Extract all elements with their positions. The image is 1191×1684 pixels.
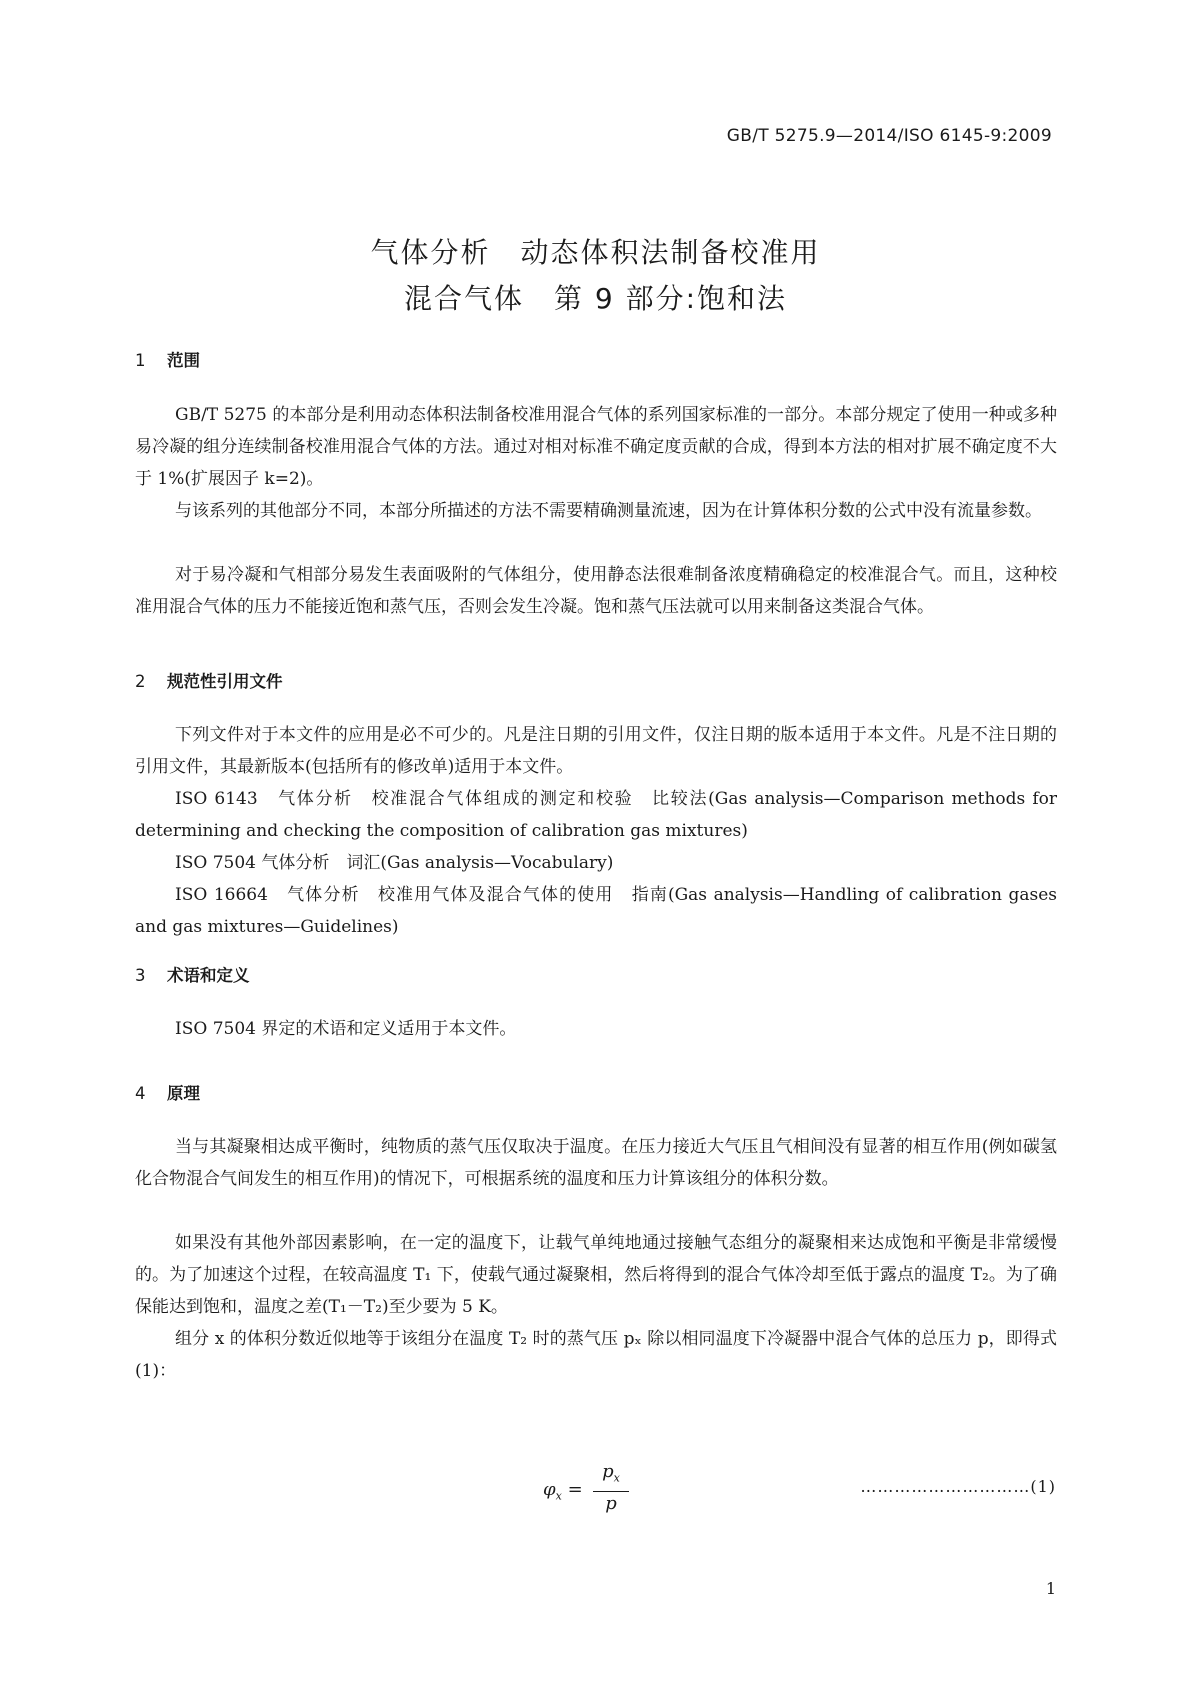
- section-title: 原理: [167, 1084, 200, 1103]
- section-number: 2: [135, 672, 146, 691]
- reference-entry: ISO 16664 气体分析 校准用气体及混合气体的使用 指南(Gas analysis—Handling of calibration gases and gas mixtures—Guidelines): [135, 885, 1057, 937]
- paragraph: 如果没有其他外部因素影响，在一定的温度下，让载气单纯地通过接触气态组分的凝聚相来达成饱和平衡是非常缓慢的。为了加速这个过程，在较高温度 T₁ 下，使载气通过凝聚相，然后将得到的混合气体冷却至低于露点的温度 T₂。为了确保能达到饱和，温度之差(T₁－T₂)至少要为 5 K。: [135, 1233, 1057, 1317]
- standard-code-header: GB/T 5275.9—2014/ISO 6145-9:2009: [726, 126, 1052, 146]
- document-title: [0, 230, 1191, 322]
- formula-lhs-subscript: x: [555, 1489, 562, 1503]
- equation-number: …………………………(1): [860, 1477, 1056, 1496]
- formula-lhs: [543, 1479, 583, 1503]
- section-number: 3: [135, 966, 146, 985]
- section-title: 规范性引用文件: [167, 672, 283, 691]
- formula-numerator: [593, 1461, 629, 1490]
- numerator-subscript: x: [613, 1471, 620, 1485]
- formula-equals: =: [567, 1479, 583, 1500]
- section-title: 术语和定义: [167, 966, 250, 985]
- formula-denominator: p: [605, 1492, 617, 1514]
- section-heading-4: [135, 1080, 200, 1104]
- reference-entry: ISO 6143 气体分析 校准混合气体组成的测定和校验 比较法(Gas analysis—Comparison methods for determining and checking the composition of calibration gas mixtures): [135, 789, 1057, 841]
- reference-entry: ISO 7504 气体分析 词汇(Gas analysis—Vocabulary): [175, 853, 614, 873]
- section-heading-1: [135, 347, 200, 371]
- paragraph: 对于易冷凝和气相部分易发生表面吸附的气体组分，使用静态法很难制备浓度精确稳定的校准混合气。而且，这种校准用混合气体的压力不能接近饱和蒸气压，否则会发生冷凝。饱和蒸气压法就可以用来制备这类混合气体。: [135, 565, 1057, 617]
- formula-lhs-symbol: φ: [543, 1479, 556, 1500]
- paragraph: GB/T 5275 的本部分是利用动态体积法制备校准用混合气体的系列国家标准的一部分。本部分规定了使用一种或多种易冷凝的组分连续制备校准用混合气体的方法。通过对相对标准不确定度贡献的合成，得到本方法的相对扩展不确定度不大于 1%(扩展因子 k=2)。: [135, 405, 1057, 489]
- paragraph: 当与其凝聚相达成平衡时，纯物质的蒸气压仅取决于温度。在压力接近大气压且气相间没有显著的相互作用(例如碳氢化合物混合气间发生的相互作用)的情况下，可根据系统的温度和压力计算该组分的体积分数。: [135, 1137, 1057, 1189]
- section-heading-3: [135, 962, 250, 986]
- paragraph: ISO 7504 界定的术语和定义适用于本文件。: [175, 1019, 517, 1039]
- section-number: 4: [135, 1084, 146, 1103]
- fraction-bar: [593, 1491, 629, 1492]
- paragraph: 下列文件对于本文件的应用是必不可少的。凡是注日期的引用文件，仅注日期的版本适用于本文件。凡是不注日期的引用文件，其最新版本(包括所有的修改单)适用于本文件。: [135, 725, 1057, 777]
- section-heading-2: [135, 668, 283, 692]
- paragraph: 与该系列的其他部分不同，本部分所描述的方法不需要精确测量流速，因为在计算体积分数的公式中没有流量参数。: [175, 501, 1042, 521]
- paragraph: 组分 x 的体积分数近似地等于该组分在温度 T₂ 时的蒸气压 pₓ 除以相同温度下冷凝器中混合气体的总压力 p，即得式(1)：: [135, 1329, 1057, 1381]
- title-line-1: 气体分析 动态体积法制备校准用: [370, 236, 821, 269]
- numerator-symbol: p: [602, 1461, 614, 1482]
- page-number: 1: [1045, 1579, 1056, 1598]
- formula-fraction: [593, 1461, 629, 1515]
- section-title: 范围: [167, 351, 200, 370]
- section-number: 1: [135, 351, 146, 370]
- title-line-2: 混合气体 第 9 部分:饱和法: [403, 282, 788, 315]
